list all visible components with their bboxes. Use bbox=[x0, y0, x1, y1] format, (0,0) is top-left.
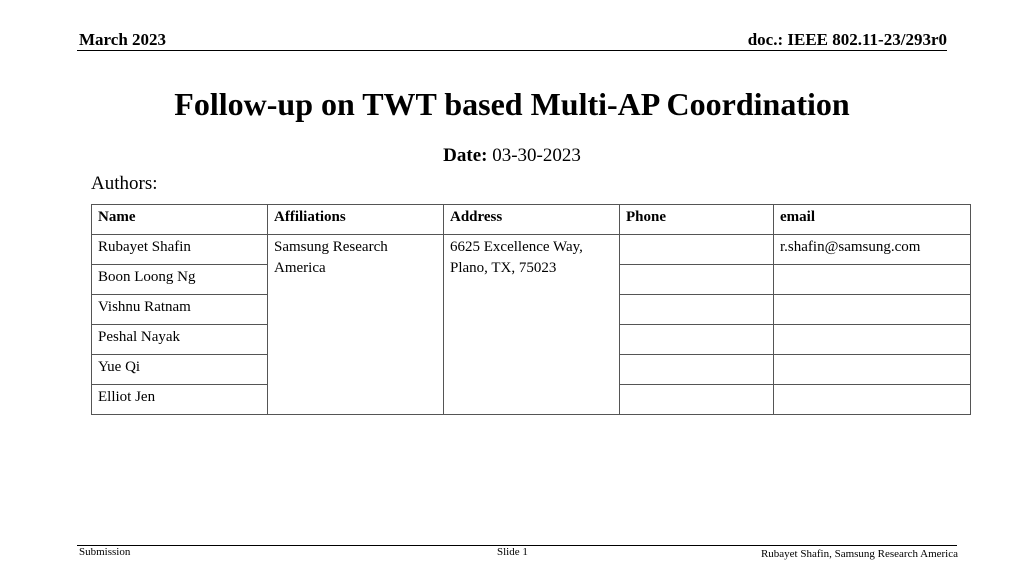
author-name: Yue Qi bbox=[92, 355, 268, 385]
header-divider bbox=[77, 50, 947, 51]
column-header-name: Name bbox=[92, 205, 268, 235]
table-header-row bbox=[92, 205, 971, 235]
author-email bbox=[774, 265, 971, 295]
author-phone bbox=[620, 355, 774, 385]
author-email bbox=[774, 295, 971, 325]
column-header-email: email bbox=[774, 205, 971, 235]
column-header-phone: Phone bbox=[620, 205, 774, 235]
author-name: Peshal Nayak bbox=[92, 325, 268, 355]
slide-title: Follow-up on TWT based Multi-AP Coordination bbox=[174, 86, 850, 122]
column-header-address: Address bbox=[444, 205, 620, 235]
author-email bbox=[774, 325, 971, 355]
author-phone bbox=[620, 385, 774, 415]
table-row bbox=[92, 235, 971, 265]
date-value: 03-30-2023 bbox=[492, 145, 581, 166]
author-email: r.shafin@samsung.com bbox=[774, 235, 971, 265]
author-email bbox=[774, 355, 971, 385]
author-phone bbox=[620, 325, 774, 355]
date-label: Date: bbox=[443, 145, 488, 166]
author-name: Vishnu Ratnam bbox=[92, 295, 268, 325]
footer-slide-number: Slide 1 bbox=[497, 546, 528, 558]
date-line bbox=[0, 145, 1024, 167]
author-name: Boon Loong Ng bbox=[92, 265, 268, 295]
author-affiliation: Samsung Research America bbox=[268, 235, 444, 415]
header-date: March 2023 bbox=[79, 30, 167, 49]
author-name: Rubayet Shafin bbox=[92, 235, 268, 265]
authors-table bbox=[91, 204, 971, 415]
column-header-affiliations: Affiliations bbox=[268, 205, 444, 235]
author-name: Elliot Jen bbox=[92, 385, 268, 415]
authors-label: Authors: bbox=[91, 173, 158, 194]
author-address: 6625 Excellence Way, Plano, TX, 75023 bbox=[444, 235, 620, 415]
author-phone bbox=[620, 235, 774, 265]
footer-submission: Submission bbox=[79, 546, 131, 558]
author-email bbox=[774, 385, 971, 415]
header-doc-id: doc.: IEEE 802.11-23/293r0 bbox=[747, 30, 947, 49]
footer-author: Rubayet Shafin, Samsung Research America bbox=[760, 548, 958, 560]
author-phone bbox=[620, 295, 774, 325]
author-phone bbox=[620, 265, 774, 295]
